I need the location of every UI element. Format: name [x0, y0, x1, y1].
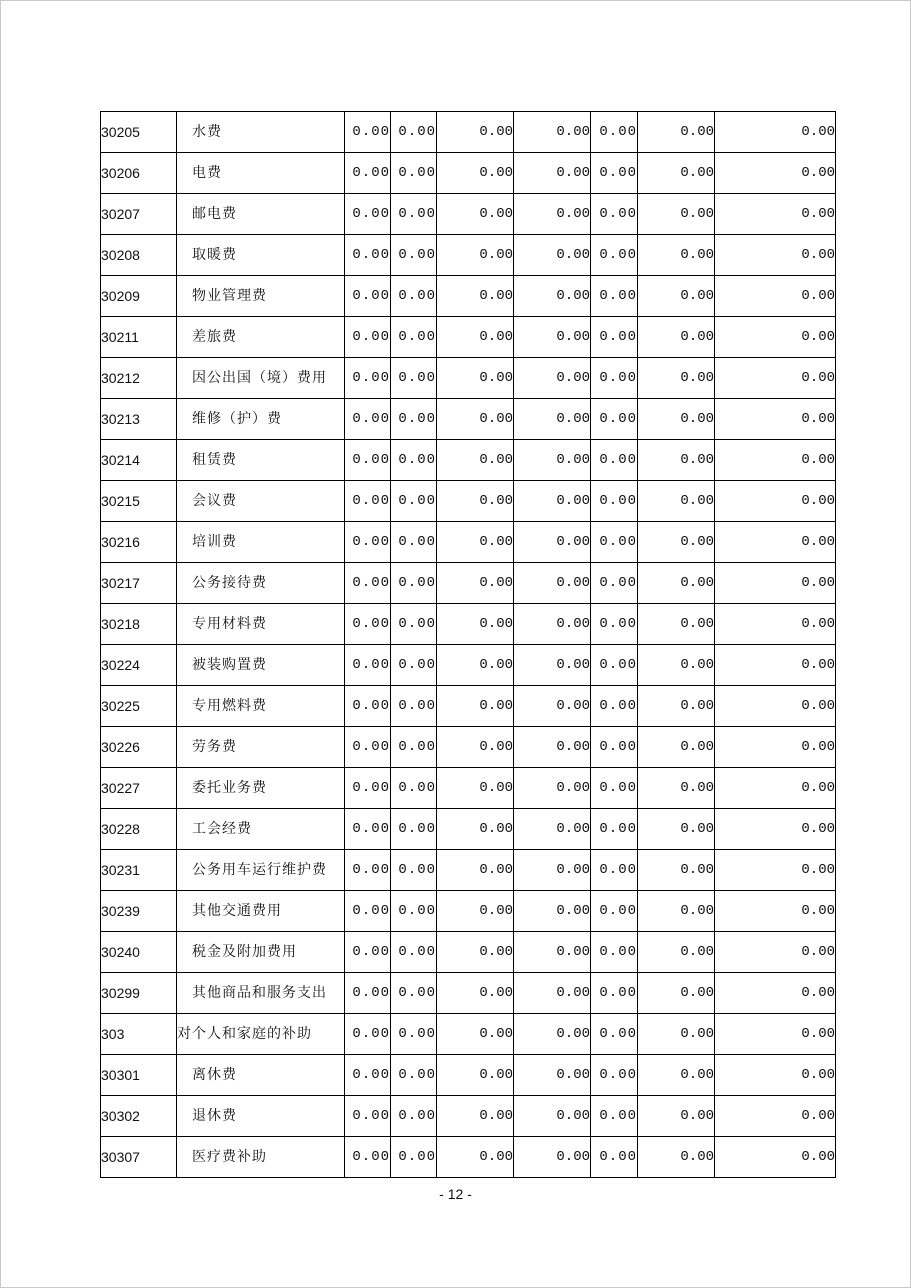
row-code: 303: [101, 1014, 177, 1055]
amount-cell: 0.00: [715, 522, 836, 563]
amount-cell: 0.00: [345, 153, 391, 194]
amount-cell: 0.00: [345, 317, 391, 358]
row-name: 被装购置费: [177, 645, 345, 686]
amount-cell: 0.00: [391, 850, 437, 891]
row-code: 30213: [101, 399, 177, 440]
amount-cell: 0.00: [591, 686, 638, 727]
amount-cell: 0.00: [391, 973, 437, 1014]
amount-cell: 0.00: [437, 194, 514, 235]
table-body: [101, 112, 836, 1178]
expenditure-table: [100, 111, 836, 1178]
table-row: [101, 194, 836, 235]
amount-cell: 0.00: [437, 932, 514, 973]
amount-cell: 0.00: [437, 317, 514, 358]
amount-cell: 0.00: [345, 686, 391, 727]
amount-cell: 0.00: [437, 973, 514, 1014]
amount-cell: 0.00: [638, 194, 715, 235]
amount-cell: 0.00: [715, 1014, 836, 1055]
amount-cell: 0.00: [638, 932, 715, 973]
table-row: [101, 399, 836, 440]
amount-cell: 0.00: [514, 686, 591, 727]
amount-cell: 0.00: [345, 809, 391, 850]
amount-cell: 0.00: [715, 1055, 836, 1096]
amount-cell: 0.00: [391, 153, 437, 194]
row-name: 因公出国（境）费用: [177, 358, 345, 399]
amount-cell: 0.00: [437, 809, 514, 850]
amount-cell: 0.00: [591, 276, 638, 317]
amount-cell: 0.00: [345, 645, 391, 686]
row-code: 30215: [101, 481, 177, 522]
amount-cell: 0.00: [591, 522, 638, 563]
amount-cell: 0.00: [715, 1137, 836, 1178]
amount-cell: 0.00: [437, 276, 514, 317]
amount-cell: 0.00: [437, 112, 514, 153]
table-row: [101, 235, 836, 276]
amount-cell: 0.00: [391, 358, 437, 399]
amount-cell: 0.00: [437, 358, 514, 399]
amount-cell: 0.00: [514, 932, 591, 973]
amount-cell: 0.00: [514, 112, 591, 153]
amount-cell: 0.00: [591, 850, 638, 891]
row-code: 30217: [101, 563, 177, 604]
amount-cell: 0.00: [638, 440, 715, 481]
amount-cell: 0.00: [514, 522, 591, 563]
amount-cell: 0.00: [591, 440, 638, 481]
amount-cell: 0.00: [591, 891, 638, 932]
table-row: [101, 563, 836, 604]
row-code: 30299: [101, 973, 177, 1014]
row-code: 30228: [101, 809, 177, 850]
row-code: 30307: [101, 1137, 177, 1178]
row-code: 30208: [101, 235, 177, 276]
row-name: 会议费: [177, 481, 345, 522]
amount-cell: 0.00: [437, 1137, 514, 1178]
amount-cell: 0.00: [715, 440, 836, 481]
table-row: [101, 481, 836, 522]
amount-cell: 0.00: [345, 481, 391, 522]
amount-cell: 0.00: [638, 604, 715, 645]
amount-cell: 0.00: [638, 153, 715, 194]
row-name: 退休费: [177, 1096, 345, 1137]
row-name: 委托业务费: [177, 768, 345, 809]
table-row: [101, 645, 836, 686]
table-row: [101, 686, 836, 727]
amount-cell: 0.00: [638, 276, 715, 317]
amount-cell: 0.00: [437, 522, 514, 563]
table-row: [101, 522, 836, 563]
amount-cell: 0.00: [391, 809, 437, 850]
row-code: 30218: [101, 604, 177, 645]
amount-cell: 0.00: [591, 932, 638, 973]
row-name: 公务用车运行维护费: [177, 850, 345, 891]
amount-cell: 0.00: [591, 481, 638, 522]
amount-cell: 0.00: [391, 563, 437, 604]
table-row: [101, 1014, 836, 1055]
amount-cell: 0.00: [437, 1014, 514, 1055]
amount-cell: 0.00: [591, 112, 638, 153]
amount-cell: 0.00: [715, 1096, 836, 1137]
amount-cell: 0.00: [715, 276, 836, 317]
amount-cell: 0.00: [514, 481, 591, 522]
amount-cell: 0.00: [391, 932, 437, 973]
amount-cell: 0.00: [715, 645, 836, 686]
table-row: [101, 1137, 836, 1178]
amount-cell: 0.00: [391, 399, 437, 440]
amount-cell: 0.00: [437, 1096, 514, 1137]
row-code: 30240: [101, 932, 177, 973]
table-row: [101, 358, 836, 399]
amount-cell: 0.00: [591, 768, 638, 809]
row-code: 30214: [101, 440, 177, 481]
amount-cell: 0.00: [345, 604, 391, 645]
amount-cell: 0.00: [514, 276, 591, 317]
amount-cell: 0.00: [345, 563, 391, 604]
amount-cell: 0.00: [345, 358, 391, 399]
amount-cell: 0.00: [345, 1137, 391, 1178]
table-row: [101, 850, 836, 891]
amount-cell: 0.00: [638, 686, 715, 727]
row-code: 30302: [101, 1096, 177, 1137]
amount-cell: 0.00: [591, 358, 638, 399]
amount-cell: 0.00: [591, 399, 638, 440]
table-row: [101, 932, 836, 973]
amount-cell: 0.00: [715, 932, 836, 973]
amount-cell: 0.00: [514, 317, 591, 358]
table-row: [101, 276, 836, 317]
row-name: 培训费: [177, 522, 345, 563]
amount-cell: 0.00: [391, 1055, 437, 1096]
amount-cell: 0.00: [437, 481, 514, 522]
amount-cell: 0.00: [638, 973, 715, 1014]
amount-cell: 0.00: [591, 604, 638, 645]
row-name: 差旅费: [177, 317, 345, 358]
amount-cell: 0.00: [591, 973, 638, 1014]
amount-cell: 0.00: [437, 768, 514, 809]
amount-cell: 0.00: [514, 235, 591, 276]
amount-cell: 0.00: [345, 235, 391, 276]
amount-cell: 0.00: [391, 522, 437, 563]
row-name: 物业管理费: [177, 276, 345, 317]
amount-cell: 0.00: [437, 850, 514, 891]
amount-cell: 0.00: [345, 932, 391, 973]
amount-cell: 0.00: [638, 112, 715, 153]
row-name: 专用燃料费: [177, 686, 345, 727]
amount-cell: 0.00: [514, 891, 591, 932]
amount-cell: 0.00: [638, 358, 715, 399]
amount-cell: 0.00: [437, 604, 514, 645]
amount-cell: 0.00: [391, 194, 437, 235]
row-code: 30224: [101, 645, 177, 686]
amount-cell: 0.00: [345, 1055, 391, 1096]
table-row: [101, 727, 836, 768]
amount-cell: 0.00: [514, 1055, 591, 1096]
table-row: [101, 112, 836, 153]
amount-cell: 0.00: [638, 563, 715, 604]
amount-cell: 0.00: [437, 1055, 514, 1096]
table-row: [101, 440, 836, 481]
table-row: [101, 153, 836, 194]
amount-cell: 0.00: [391, 440, 437, 481]
amount-cell: 0.00: [715, 891, 836, 932]
amount-cell: 0.00: [514, 1096, 591, 1137]
amount-cell: 0.00: [345, 194, 391, 235]
amount-cell: 0.00: [345, 850, 391, 891]
amount-cell: 0.00: [715, 563, 836, 604]
amount-cell: 0.00: [715, 727, 836, 768]
amount-cell: 0.00: [715, 481, 836, 522]
amount-cell: 0.00: [591, 194, 638, 235]
row-name: 医疗费补助: [177, 1137, 345, 1178]
amount-cell: 0.00: [345, 276, 391, 317]
amount-cell: 0.00: [437, 399, 514, 440]
row-code: 30209: [101, 276, 177, 317]
amount-cell: 0.00: [345, 768, 391, 809]
amount-cell: 0.00: [345, 973, 391, 1014]
row-code: 30226: [101, 727, 177, 768]
table-row: [101, 1096, 836, 1137]
amount-cell: 0.00: [591, 235, 638, 276]
amount-cell: 0.00: [345, 112, 391, 153]
amount-cell: 0.00: [514, 358, 591, 399]
row-name: 离休费: [177, 1055, 345, 1096]
amount-cell: 0.00: [638, 645, 715, 686]
page-number: - 12 -: [439, 1186, 472, 1202]
amount-cell: 0.00: [437, 686, 514, 727]
row-code: 30227: [101, 768, 177, 809]
amount-cell: 0.00: [591, 317, 638, 358]
amount-cell: 0.00: [715, 317, 836, 358]
amount-cell: 0.00: [437, 440, 514, 481]
amount-cell: 0.00: [638, 891, 715, 932]
amount-cell: 0.00: [715, 399, 836, 440]
amount-cell: 0.00: [514, 440, 591, 481]
amount-cell: 0.00: [437, 153, 514, 194]
amount-cell: 0.00: [638, 1055, 715, 1096]
amount-cell: 0.00: [514, 809, 591, 850]
row-name: 其他交通费用: [177, 891, 345, 932]
row-code: 30205: [101, 112, 177, 153]
row-name: 租赁费: [177, 440, 345, 481]
amount-cell: 0.00: [514, 645, 591, 686]
row-code: 30211: [101, 317, 177, 358]
row-code: 30216: [101, 522, 177, 563]
amount-cell: 0.00: [391, 686, 437, 727]
amount-cell: 0.00: [638, 235, 715, 276]
row-code: 30239: [101, 891, 177, 932]
amount-cell: 0.00: [591, 1055, 638, 1096]
amount-cell: 0.00: [514, 768, 591, 809]
table-row: [101, 1055, 836, 1096]
row-name: 其他商品和服务支出: [177, 973, 345, 1014]
amount-cell: 0.00: [391, 768, 437, 809]
amount-cell: 0.00: [391, 604, 437, 645]
amount-cell: 0.00: [715, 194, 836, 235]
amount-cell: 0.00: [514, 850, 591, 891]
amount-cell: 0.00: [437, 891, 514, 932]
row-name: 专用材料费: [177, 604, 345, 645]
amount-cell: 0.00: [591, 1096, 638, 1137]
amount-cell: 0.00: [391, 235, 437, 276]
amount-cell: 0.00: [514, 727, 591, 768]
amount-cell: 0.00: [715, 112, 836, 153]
amount-cell: 0.00: [638, 399, 715, 440]
table-row: [101, 891, 836, 932]
row-code: 30206: [101, 153, 177, 194]
amount-cell: 0.00: [591, 1137, 638, 1178]
amount-cell: 0.00: [345, 727, 391, 768]
amount-cell: 0.00: [638, 809, 715, 850]
amount-cell: 0.00: [638, 522, 715, 563]
amount-cell: 0.00: [391, 481, 437, 522]
amount-cell: 0.00: [391, 645, 437, 686]
amount-cell: 0.00: [514, 1014, 591, 1055]
amount-cell: 0.00: [715, 358, 836, 399]
row-name: 公务接待费: [177, 563, 345, 604]
amount-cell: 0.00: [638, 850, 715, 891]
amount-cell: 0.00: [437, 235, 514, 276]
amount-cell: 0.00: [391, 1014, 437, 1055]
row-code: 30301: [101, 1055, 177, 1096]
row-name: 对个人和家庭的补助: [177, 1014, 345, 1055]
amount-cell: 0.00: [638, 727, 715, 768]
amount-cell: 0.00: [391, 727, 437, 768]
amount-cell: 0.00: [638, 481, 715, 522]
row-name: 水费: [177, 112, 345, 153]
table-row: [101, 317, 836, 358]
row-code: 30207: [101, 194, 177, 235]
amount-cell: 0.00: [514, 153, 591, 194]
amount-cell: 0.00: [715, 235, 836, 276]
amount-cell: 0.00: [345, 440, 391, 481]
table-row: [101, 768, 836, 809]
row-name: 取暖费: [177, 235, 345, 276]
amount-cell: 0.00: [391, 1096, 437, 1137]
amount-cell: 0.00: [638, 317, 715, 358]
table-row: [101, 604, 836, 645]
amount-cell: 0.00: [514, 1137, 591, 1178]
amount-cell: 0.00: [345, 1014, 391, 1055]
row-name: 维修（护）费: [177, 399, 345, 440]
row-name: 邮电费: [177, 194, 345, 235]
amount-cell: 0.00: [391, 1137, 437, 1178]
amount-cell: 0.00: [591, 1014, 638, 1055]
amount-cell: 0.00: [715, 973, 836, 1014]
amount-cell: 0.00: [715, 768, 836, 809]
table-row: [101, 809, 836, 850]
amount-cell: 0.00: [514, 973, 591, 1014]
row-name: 劳务费: [177, 727, 345, 768]
amount-cell: 0.00: [638, 1137, 715, 1178]
amount-cell: 0.00: [514, 604, 591, 645]
amount-cell: 0.00: [514, 563, 591, 604]
amount-cell: 0.00: [345, 399, 391, 440]
row-code: 30212: [101, 358, 177, 399]
amount-cell: 0.00: [437, 563, 514, 604]
row-code: 30231: [101, 850, 177, 891]
amount-cell: 0.00: [715, 686, 836, 727]
amount-cell: 0.00: [638, 1096, 715, 1137]
amount-cell: 0.00: [437, 727, 514, 768]
amount-cell: 0.00: [715, 153, 836, 194]
amount-cell: 0.00: [715, 809, 836, 850]
amount-cell: 0.00: [591, 645, 638, 686]
amount-cell: 0.00: [591, 727, 638, 768]
amount-cell: 0.00: [514, 399, 591, 440]
amount-cell: 0.00: [591, 563, 638, 604]
amount-cell: 0.00: [437, 645, 514, 686]
row-name: 电费: [177, 153, 345, 194]
amount-cell: 0.00: [345, 1096, 391, 1137]
amount-cell: 0.00: [591, 809, 638, 850]
amount-cell: 0.00: [391, 317, 437, 358]
amount-cell: 0.00: [345, 522, 391, 563]
amount-cell: 0.00: [591, 153, 638, 194]
amount-cell: 0.00: [391, 112, 437, 153]
amount-cell: 0.00: [391, 276, 437, 317]
row-code: 30225: [101, 686, 177, 727]
amount-cell: 0.00: [638, 768, 715, 809]
amount-cell: 0.00: [514, 194, 591, 235]
row-name: 工会经费: [177, 809, 345, 850]
amount-cell: 0.00: [715, 850, 836, 891]
amount-cell: 0.00: [715, 604, 836, 645]
row-name: 税金及附加费用: [177, 932, 345, 973]
table-row: [101, 973, 836, 1014]
amount-cell: 0.00: [638, 1014, 715, 1055]
amount-cell: 0.00: [391, 891, 437, 932]
amount-cell: 0.00: [345, 891, 391, 932]
